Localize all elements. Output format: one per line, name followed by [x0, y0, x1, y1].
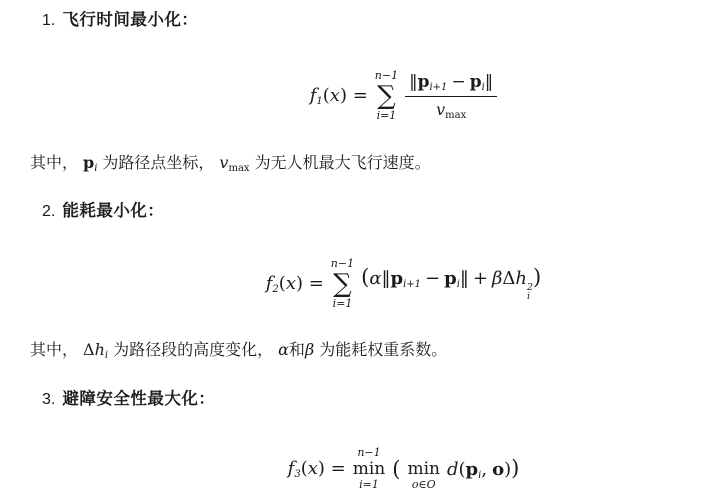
note-energy — [30, 339, 447, 366]
math-token: 3 — [294, 469, 301, 480]
math-token: h — [94, 340, 105, 359]
fraction-numerator — [405, 72, 497, 97]
note-text: 和 — [288, 342, 305, 359]
math-token: p — [465, 458, 479, 480]
f3-lhs — [288, 458, 346, 480]
section-2-heading — [42, 201, 163, 222]
note-text: 为路径段的高度变化， — [113, 342, 274, 359]
math-token: d — [446, 458, 459, 480]
norm-bar: ‖ — [484, 71, 494, 92]
math-token: α — [278, 340, 289, 359]
math-token: ( — [322, 85, 330, 106]
math-token: x — [329, 85, 340, 106]
sum-lower-limit: i=1 — [376, 109, 397, 122]
open-paren: ( — [392, 457, 401, 481]
math-token: i — [478, 469, 482, 481]
section-1-colon: ： — [181, 12, 198, 29]
math-token: i — [481, 81, 485, 93]
math-token: max — [228, 163, 250, 174]
note-text: 其中， — [30, 155, 79, 172]
open-paren: ( — [361, 264, 370, 289]
math-token: ) = — [295, 273, 324, 294]
min-word: min — [352, 459, 386, 479]
math-token: f — [265, 273, 273, 294]
section-2-number: 2. — [42, 203, 56, 220]
math-token: x — [285, 273, 296, 294]
fraction-denominator — [436, 97, 466, 121]
math-token: β — [304, 340, 315, 359]
math-token: f — [287, 458, 295, 479]
note-text: 为能耗权重系数。 — [319, 342, 448, 359]
min-operator-outer — [353, 447, 386, 491]
sigma-symbol: ∑ — [377, 81, 396, 111]
note-flight-time — [30, 152, 431, 179]
math-token: ( — [300, 458, 308, 479]
section-3-colon: ： — [198, 391, 215, 408]
math-token: p — [444, 267, 457, 289]
plus-sign: + — [472, 267, 488, 289]
math-token: i — [104, 350, 109, 361]
sum-upper-limit: n−1 — [330, 257, 355, 270]
section-3-title: 避障安全性最大化 — [62, 390, 199, 408]
math-token: i — [527, 291, 531, 302]
formula-safety — [0, 447, 719, 491]
formula-flight-time — [0, 70, 719, 122]
formula-energy — [0, 258, 719, 310]
note-text: 其中， — [30, 342, 79, 359]
math-token: v — [436, 99, 446, 119]
math-token: i+1 — [429, 81, 448, 93]
min-word: min — [407, 459, 440, 479]
math-token: ) = — [339, 85, 368, 106]
math-token: v — [219, 153, 229, 172]
min-lower-limit: i=1 — [359, 478, 379, 491]
math-token: 2 — [272, 284, 279, 295]
math-token: f — [309, 85, 317, 106]
open-paren: ( — [458, 458, 466, 480]
math-token: ( — [278, 273, 286, 294]
section-1-number: 1. — [42, 12, 56, 29]
sum-lower-limit: i=1 — [332, 297, 353, 310]
math-token: max — [445, 109, 467, 121]
math-token: α — [369, 267, 382, 289]
close-paren: ) — [504, 458, 512, 480]
math-token: ) = — [317, 458, 346, 479]
math-token: Δ — [502, 267, 516, 289]
norm-bar: ‖ — [409, 71, 418, 92]
math-token: 1 — [316, 96, 323, 107]
f3-body — [446, 455, 520, 481]
math-token: x — [307, 458, 318, 479]
close-paren: ) — [533, 264, 542, 289]
math-token: i — [94, 163, 98, 174]
math-token: Δ — [83, 340, 95, 359]
min-upper-limit: n−1 — [357, 446, 381, 459]
summation-operator — [331, 258, 354, 310]
math-token: p — [390, 267, 404, 289]
section-1-title: 飞行时间最小化 — [62, 11, 182, 29]
section-1-heading — [42, 10, 197, 31]
f2-lhs — [266, 273, 324, 295]
math-token: o — [492, 458, 505, 480]
math-token: 2 — [527, 281, 534, 293]
math-token: i — [456, 278, 460, 290]
section-2-colon: ： — [147, 203, 164, 220]
min-operator-inner — [407, 447, 440, 491]
norm-bar: ‖ — [381, 267, 391, 289]
sum-upper-limit: n−1 — [374, 69, 399, 82]
math-token: p — [469, 71, 482, 92]
note-text: 为无人机最大飞行速度。 — [254, 155, 431, 172]
section-2-title: 能耗最小化 — [62, 202, 148, 220]
note-text: 为路径点坐标， — [102, 155, 215, 172]
math-token: p — [417, 71, 430, 92]
minus-sign: − — [425, 267, 441, 289]
close-paren: ) — [511, 455, 520, 480]
f1-lhs — [310, 85, 368, 107]
summation-operator — [375, 70, 398, 122]
sigma-symbol: ∑ — [333, 269, 352, 299]
min-lower-limit: o∈O — [411, 478, 436, 491]
math-token: p — [83, 153, 95, 172]
comma: , — [481, 458, 488, 480]
f2-body — [361, 264, 542, 302]
math-token: β — [492, 267, 503, 289]
math-token: h — [515, 267, 527, 289]
math-token: i+1 — [403, 278, 422, 290]
section-3-heading — [42, 389, 214, 410]
norm-bar: ‖ — [459, 267, 469, 289]
fraction — [405, 72, 497, 121]
section-3-number: 3. — [42, 391, 56, 408]
minus-sign: − — [451, 71, 466, 92]
